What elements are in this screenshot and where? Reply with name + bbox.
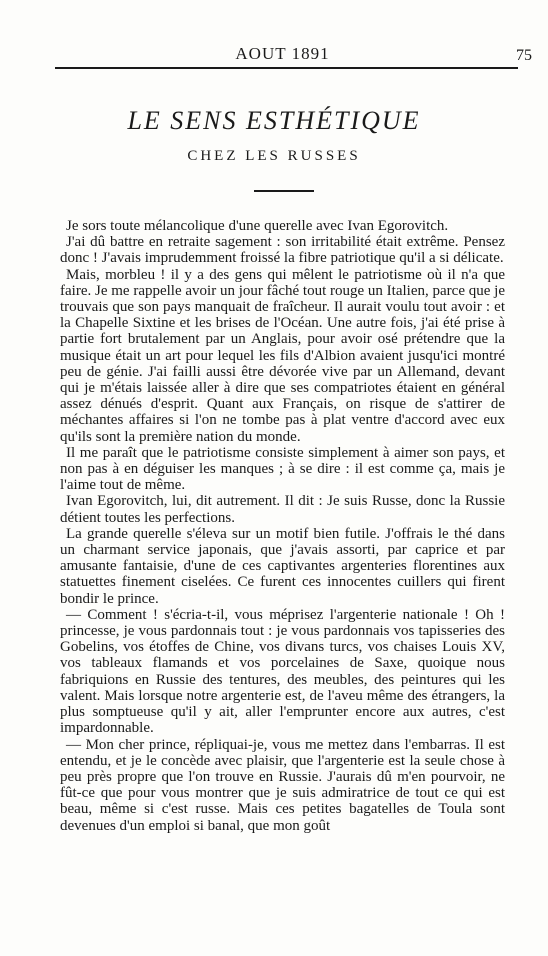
article-title: LE SENS ESTHÉTIQUE [127,106,421,135]
header-rule [55,67,518,69]
paragraph: — Mon cher prince, répliquai-je, vous me mettez dans l'embarras. Il est entendu, et je le concède avec plaisir, que l'argenterie est la seule chose à peu près propre que l'on trouve en Russie. J'aurais dû m'en pourvoir, ne fût-ce que pour vous montrer que je suis admiratrice de tout ce qui est beau, même si c'est russe. Mais ces petites bagatelles de Toula sont devenues d'un emploi si banal, que mon goût [60,736,505,834]
article-body [60,218,505,834]
paragraph: La grande querelle s'éleva sur un motif bien futile. J'offrais le thé dans un charmant service japonais, que j'avais assorti, par caprice et par amusante fantaisie, d'une de ces captivantes argenteries florentines aux statuettes finement ciselées. Ce furent ces innocentes cuillers qui firent bondir le prince. [60,525,505,607]
paragraph: Il me paraît que le patriotisme consiste simplement à aimer son pays, et non pas à en déguiser les manques ; à se dire : il est comme ça, mais je l'aime tout de même. [60,444,505,494]
paragraph: Ivan Egorovitch, lui, dit autrement. Il dit : Je suis Russe, donc la Russie détient toutes les perfections. [60,493,505,526]
running-header [55,42,532,64]
page-number: 75 [516,47,532,64]
title-divider [254,190,314,192]
paragraph: Je sors toute mélancolique d'une querelle avec Ivan Egorovitch. [66,218,449,234]
paragraph: J'ai dû battre en retraite sagement : son irritabilité était extrême. Pensez donc ! J'avais imprudemment froissé la fibre patriotique qu'il a si délicate. [60,234,505,267]
paragraph: — Comment ! s'écria-t-il, vous méprisez l'argenterie nationale ! Oh ! princesse, je vous pardonnais tout : je vous pardonnais vos tapisseries des Gobelins, vos étoffes de Chine, vos divans turcs, vos chaises Louis XV, vos tableaux flamands et vos porcelaines de Saxe, quoique nous fabriquions en Russie des tentures, des meubles, des peintures qui les valent. Mais lorsque notre argenterie est, de l'aveu même des étrangers, la plus somptueuse qu'il y ait, aller l'emprunter encore aux autres, c'est impardonnable. [60,606,505,737]
running-title: AOUT 1891 [235,44,330,63]
article-subtitle: CHEZ LES RUSSES [187,148,361,164]
paragraph: Mais, morbleu ! il y a des gens qui mêlent le patriotisme où il n'a que faire. Je me rappelle avoir un jour fâché tout rouge un Italien, parce que je trouvais que son pays manquait de fraîcheur. Il aurait voulu tout avoir : et la Chapelle Sixtine et les brises de l'Océan. Une autre fois, j'ai été prise à partie fort brutalement par un Anglais, pour avoir osé prétendre que la musique était un art pour lequel les fils d'Albion avaient jusqu'ici montré peu de génie. J'ai failli aussi être dévorée vive par un Allemand, devant qui je m'étais laissée aller à dire que ses compatriotes étaient en général assez dénués d'esprit. Quant aux Français, on risque de s'attirer de méchantes affaires si l'on ne tombe pas à plat ventre d'accord avec eux qu'ils sont la première nation du monde. [60,266,505,445]
